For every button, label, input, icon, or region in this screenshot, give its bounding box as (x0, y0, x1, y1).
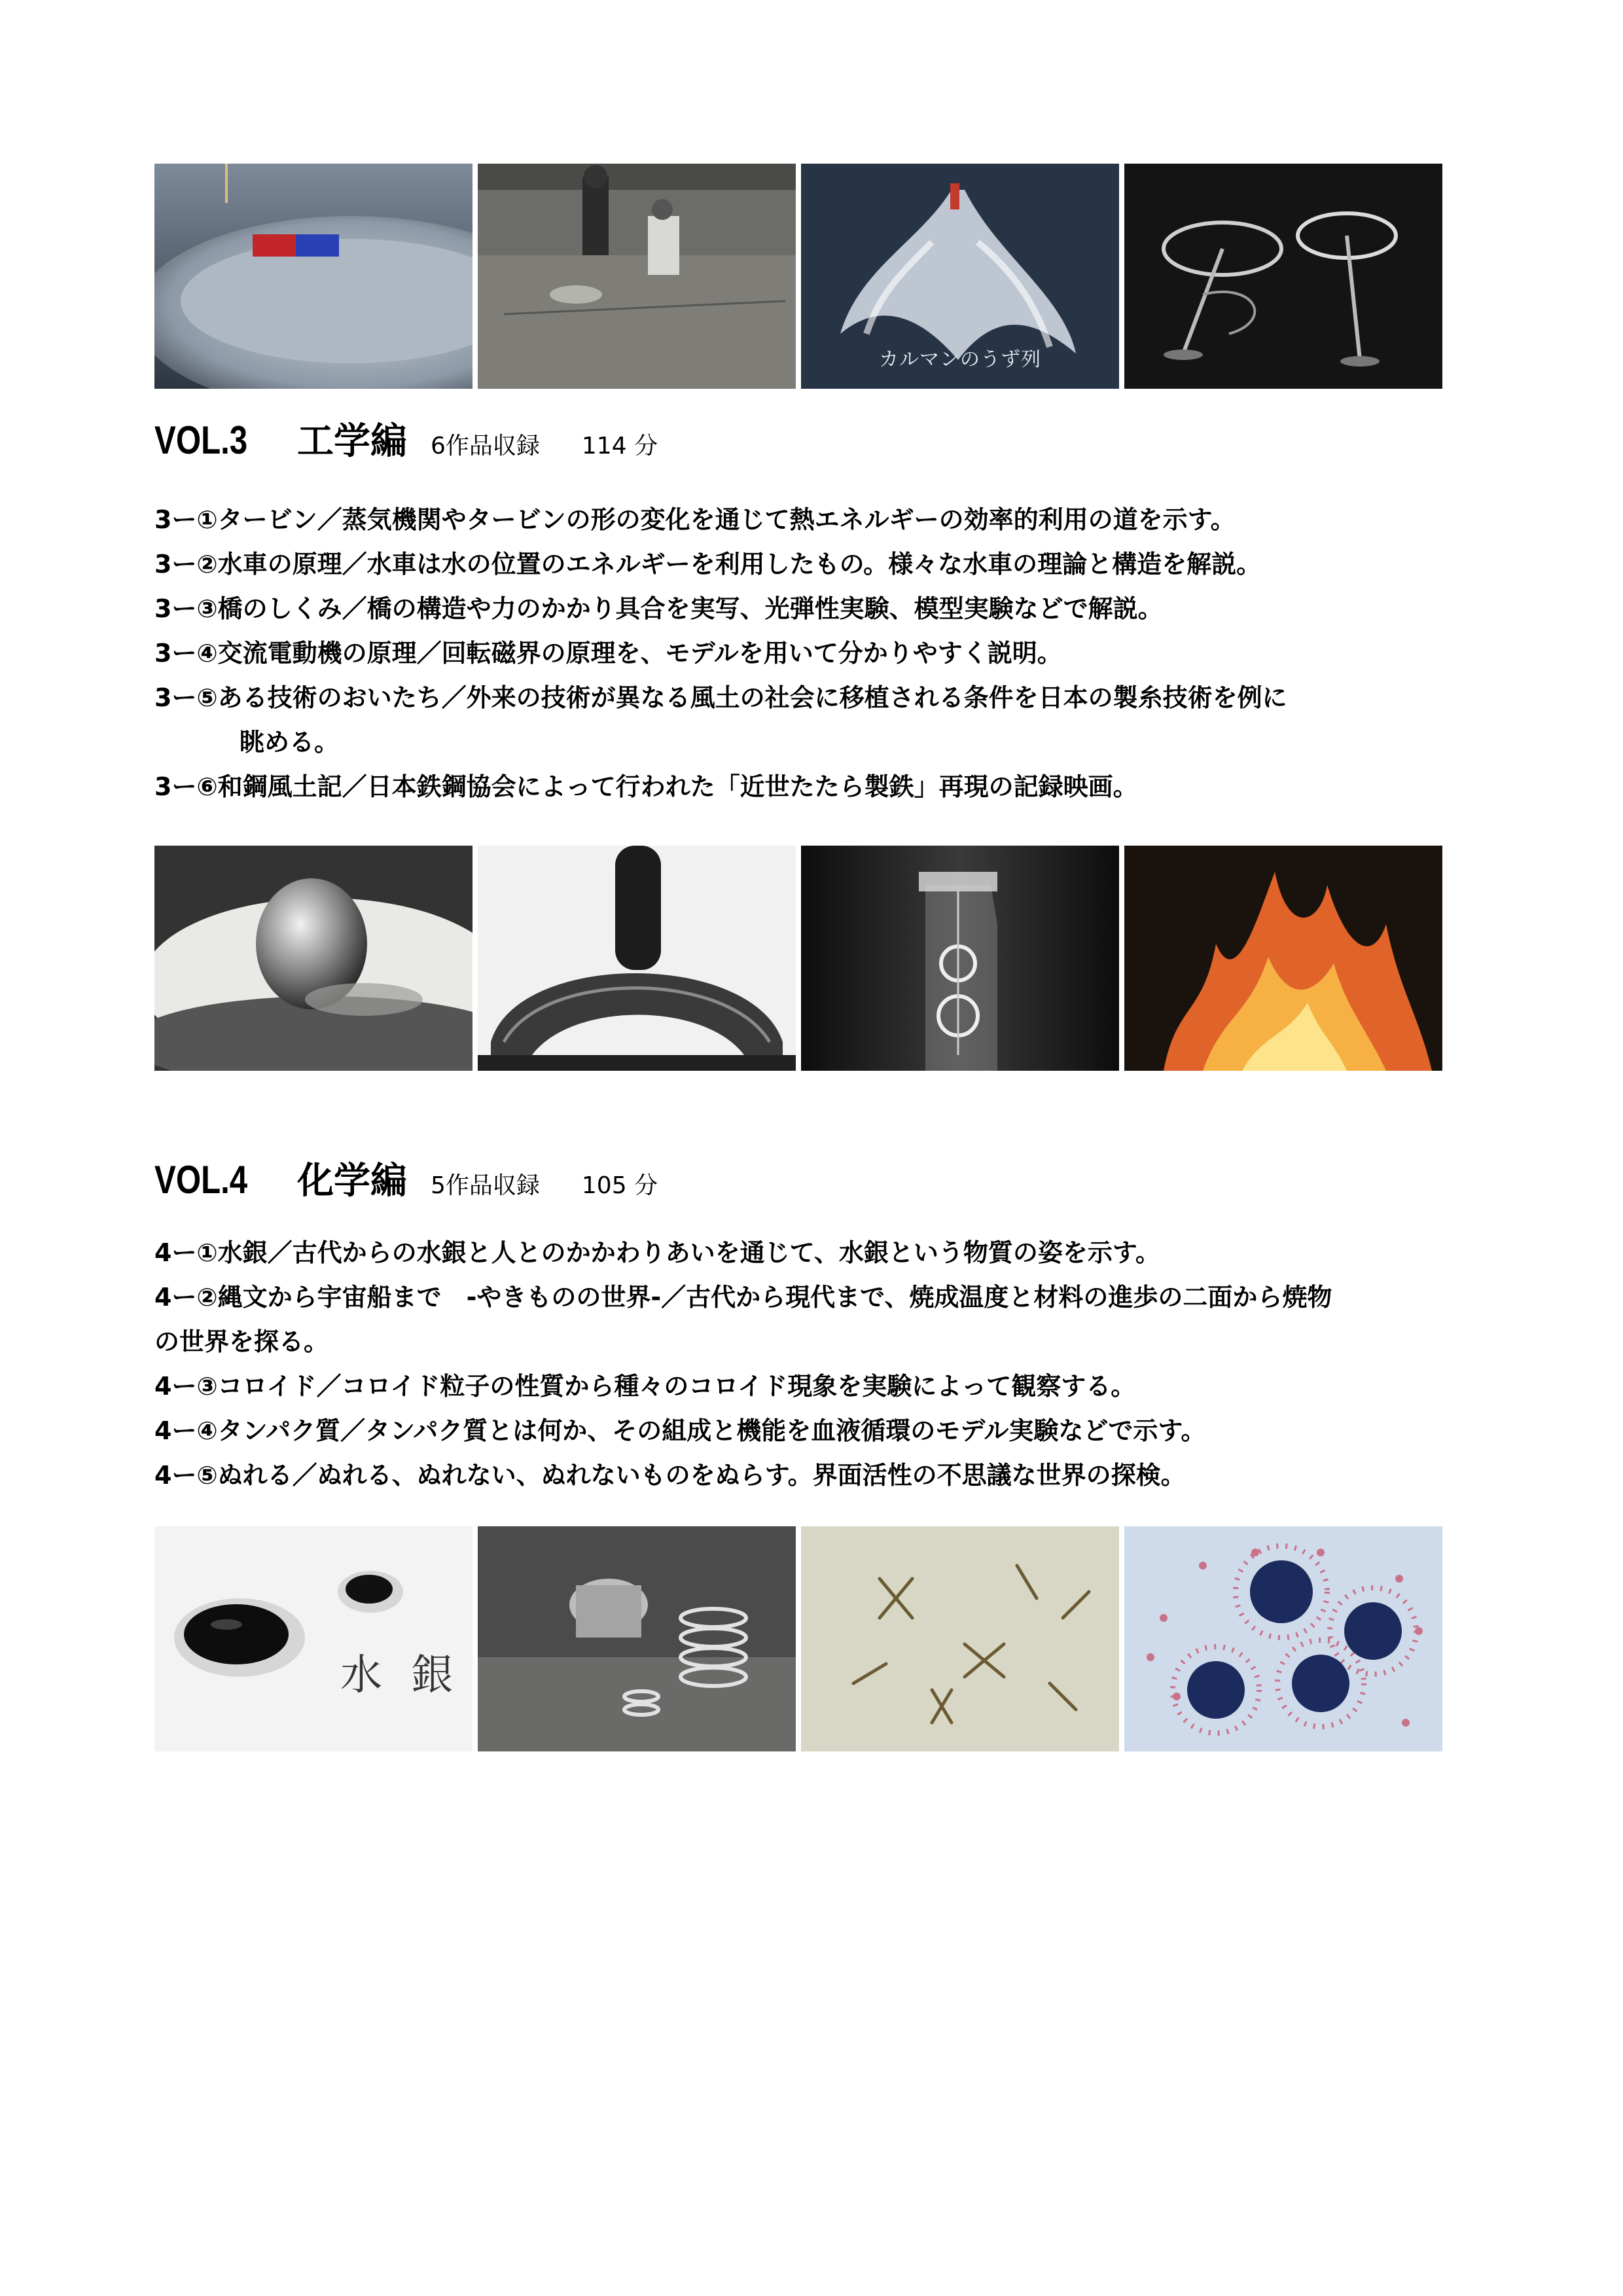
vol4-minutes: 105 分 (581, 1172, 658, 1199)
list-item (154, 631, 1483, 675)
entry-text-continued: 眺める。 (240, 728, 340, 757)
entry-text: 4ー⑤ぬれる／ぬれる、ぬれない、ぬれないものをぬらす。界面活性の不思議な世界の探検。 (154, 1461, 1186, 1490)
vol3-heading (154, 412, 658, 463)
entry-text: 3ー③橋のしくみ／橋の構造や力のかかり具合を実写、光弾性実験、模型実験などで解説。 (154, 594, 1163, 623)
karman-vortex-photo (801, 164, 1119, 389)
vol4-heading (154, 1152, 658, 1202)
entry-text: 3ー①タービン／蒸気機関やタービンの形の変化を通じて熱エネルギーの効率的利用の道を示す。 (154, 505, 1236, 534)
list-item (154, 675, 1483, 764)
entry-text: 4ー①水銀／古代からの水銀と人とのかかわりあいを通じて、水銀という物質の姿を示す。 (154, 1238, 1160, 1267)
vol3-number: VOL.3 (154, 418, 248, 462)
entry-text: 3ー⑤ある技術のおいたち／外来の技術が異なる風土の社会に移植される条件を日本の製糸技術を例に (154, 683, 1287, 712)
vol3-minutes: 114 分 (581, 433, 658, 459)
vol4-subject: 化学編 (297, 1160, 407, 1202)
photo-caption: カルマンのうず列 (879, 348, 1041, 371)
vol3-count: 6作品収録 (431, 433, 540, 459)
vol3-photo-strip (154, 846, 1442, 1071)
list-item (154, 1230, 1483, 1275)
list-item (154, 586, 1483, 631)
entry-text: 3ー④交流電動機の原理／回転磁界の原理を、モデルを用いて分かりやすく説明。 (154, 639, 1062, 668)
entry-text: 3ー⑥和鋼風土記／日本鉄鋼協会によって行われた「近世たたら製鉄」再現の記録映画。 (154, 772, 1138, 801)
vol3-subject: 工学編 (297, 420, 407, 463)
vol4-photo-strip (154, 1526, 1442, 1751)
list-item (154, 497, 1483, 542)
vol4-number: VOL.4 (154, 1158, 248, 1202)
list-item (154, 1408, 1483, 1453)
entry-text: 4ー④タンパク質／タンパク質とは何か、その組成と機能を血液循環のモデル実験などで示す。 (154, 1416, 1206, 1445)
top-photo-strip (154, 164, 1442, 389)
ceramic-springs-photo (478, 1526, 796, 1751)
gyroscope-photo (1124, 164, 1442, 389)
mercury-drops-photo (154, 1526, 473, 1751)
entry-text: 4ー②縄文から宇宙船まで -やきものの世界-／古代から現代まで、焼成温度と材料の進歩の二面から焼物 (154, 1283, 1332, 1312)
list-item (154, 542, 1483, 586)
entry-text-continued: の世界を探る。 (154, 1327, 329, 1356)
tatara-fire-photo (1124, 846, 1442, 1071)
metal-drop-photo (154, 846, 473, 1071)
micelle-diagram-photo (1124, 1526, 1442, 1751)
vol3-entries (154, 497, 1483, 809)
list-item (154, 1364, 1483, 1408)
entry-text: 4ー③コロイド／コロイド粒子の性質から種々のコロイド現象を実験によって観察する。 (154, 1372, 1136, 1401)
mercury-label: 水 銀 (340, 1651, 461, 1700)
vol4-entries (154, 1230, 1483, 1498)
vol4-count: 5作品収録 (431, 1172, 540, 1199)
glass-turbine-photo (801, 846, 1119, 1071)
colloid-crystals-photo (801, 1526, 1119, 1751)
photoelastic-arch-photo (478, 846, 796, 1071)
list-item (154, 1453, 1483, 1498)
list-item (154, 764, 1483, 809)
field-experiment-photo (478, 164, 796, 389)
entry-text: 3ー②水車の原理／水車は水の位置のエネルギーを利用したもの。様々な水車の理論と構造を解説。 (154, 550, 1262, 579)
list-item (154, 1275, 1483, 1364)
magnet-dish-photo (154, 164, 473, 389)
